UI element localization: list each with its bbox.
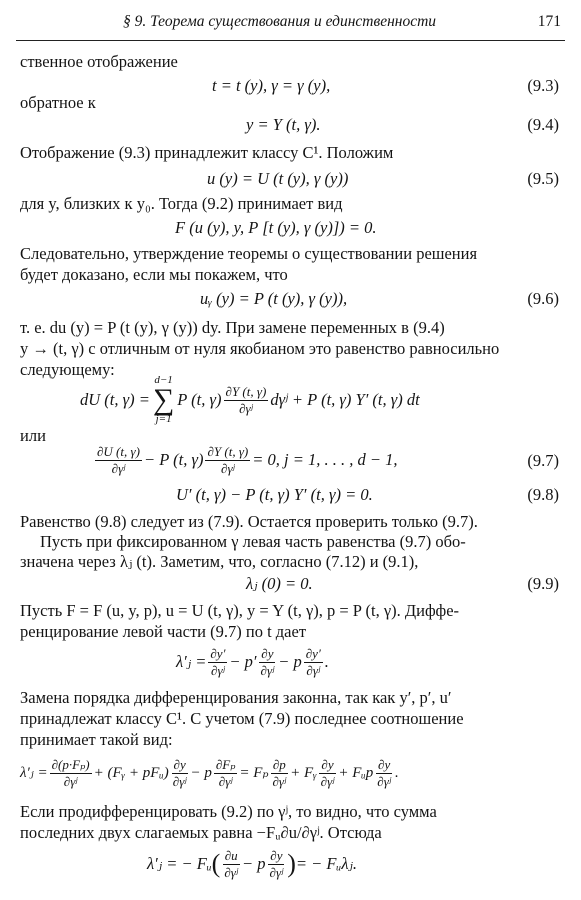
denominator: ∂γʲ bbox=[306, 662, 321, 678]
eq-part: λ′ⱼ = − Fᵤ bbox=[147, 853, 212, 873]
fraction bbox=[375, 758, 393, 788]
text-line: для y, близких к y₀. Тогда (9.2) принимает вид bbox=[20, 194, 343, 213]
running-header bbox=[0, 13, 581, 35]
denominator: ∂γʲ bbox=[377, 773, 391, 789]
eq-part: dγʲ + P (t, γ) Y′ (t, γ) dt bbox=[270, 389, 420, 409]
fraction bbox=[171, 758, 189, 788]
fraction bbox=[50, 758, 92, 788]
header-rule bbox=[16, 40, 565, 41]
denominator: ∂γʲ bbox=[224, 864, 239, 880]
fraction bbox=[224, 385, 269, 415]
text-line: Отображение (9.3) принадлежит классу C¹. Положим bbox=[20, 143, 394, 162]
eq-part: − P (t, γ) bbox=[143, 449, 204, 469]
eq-part: λ′ⱼ = bbox=[20, 764, 48, 781]
eq-part: − p bbox=[242, 853, 266, 873]
equation-dU bbox=[80, 368, 420, 432]
denominator: ∂γʲ bbox=[63, 773, 78, 789]
equation-lambda-prime-expanded bbox=[20, 752, 399, 794]
text-line: последних двух слагаемых равна −Fᵤ∂u/∂γʲ. Отсюда bbox=[20, 823, 382, 842]
eq-part: − p bbox=[278, 651, 302, 671]
eq-part: = Fₚ bbox=[239, 764, 269, 781]
eq-part: . bbox=[324, 651, 329, 671]
eq-part: = − Fᵤλⱼ. bbox=[295, 853, 357, 873]
numerator: ∂u bbox=[224, 847, 238, 863]
equation-number: (9.8) bbox=[527, 485, 559, 504]
equation-9-4: y = Y (t, γ). bbox=[246, 115, 321, 134]
numerator: ∂Y (t, γ) bbox=[225, 383, 267, 399]
numerator: ∂y bbox=[270, 847, 283, 863]
fraction bbox=[268, 849, 286, 879]
text-line: ственное отображение bbox=[20, 52, 178, 71]
equation-F: F (u (y), y, P [t (y), γ (y)]) = 0. bbox=[175, 218, 377, 237]
equation-9-9: λⱼ (0) = 0. bbox=[246, 574, 313, 593]
text-line: Пусть при фиксированном γ левая часть равенства (9.7) обо- bbox=[40, 532, 466, 551]
summation bbox=[153, 375, 174, 426]
denominator: ∂γʲ bbox=[320, 773, 335, 789]
text-line: будет доказано, если мы покажем, что bbox=[20, 265, 288, 284]
numerator: ∂U (t, γ) bbox=[97, 443, 140, 459]
denominator: ∂γʲ bbox=[221, 460, 235, 476]
fraction bbox=[259, 647, 277, 677]
left-paren: ( bbox=[211, 849, 221, 878]
equation-number: (9.5) bbox=[527, 169, 559, 188]
numerator: ∂y′ bbox=[305, 645, 321, 661]
eq-part: . bbox=[394, 764, 399, 781]
fraction bbox=[222, 849, 240, 879]
denominator: ∂γʲ bbox=[269, 864, 284, 880]
eq-part: = 0, j = 1, . . . , d − 1, bbox=[252, 449, 398, 469]
equation-number: (9.6) bbox=[527, 289, 559, 308]
text-line: следующему: bbox=[20, 360, 115, 379]
numerator: ∂y bbox=[321, 756, 334, 772]
fraction bbox=[304, 647, 323, 677]
equation-9-3: t = t (y), γ = γ (y), bbox=[212, 76, 331, 95]
numerator: ∂p bbox=[272, 756, 286, 772]
eq-part: − p bbox=[190, 764, 212, 781]
equation-lambda-final bbox=[147, 842, 357, 886]
denominator: ∂γʲ bbox=[260, 662, 275, 678]
text-line: обратное к bbox=[20, 93, 96, 112]
section-title: § 9. Теорема существования и единственности bbox=[123, 13, 437, 30]
sum-upper-limit: d−1 bbox=[154, 373, 173, 386]
equation-number: (9.3) bbox=[527, 76, 559, 95]
fraction bbox=[270, 758, 288, 788]
denominator: ∂γʲ bbox=[239, 400, 253, 416]
fraction bbox=[95, 445, 142, 475]
equation-lambda-prime bbox=[176, 642, 329, 682]
denominator: ∂γʲ bbox=[172, 773, 187, 789]
fraction bbox=[319, 758, 337, 788]
numerator: ∂Fₚ bbox=[215, 756, 236, 772]
numerator: ∂y bbox=[173, 756, 186, 772]
denominator: ∂γʲ bbox=[272, 773, 287, 789]
equation-9-6: uᵧ (y) = P (t (y), γ (y)), bbox=[200, 289, 348, 308]
equation-number: (9.9) bbox=[527, 574, 559, 593]
text-line: т. е. du (y) = P (t (y), γ (y)) dy. При замене переменных в (9.4) bbox=[20, 318, 445, 337]
denominator: ∂γʲ bbox=[111, 460, 126, 476]
page-number: 171 bbox=[537, 13, 561, 30]
text-line: принимает такой вид: bbox=[20, 730, 173, 749]
eq-part: + Fᵤp bbox=[338, 764, 374, 781]
text-line: Пусть F = F (u, y, p), u = U (t, γ), y = Y (t, γ), p = P (t, γ). Диффе- bbox=[20, 601, 460, 620]
eq-part: P (t, γ) bbox=[177, 389, 222, 409]
fraction bbox=[205, 445, 250, 475]
text-line: или bbox=[20, 426, 46, 445]
denominator: ∂γʲ bbox=[218, 773, 233, 789]
equation-9-5: u (y) = U (t (y), γ (y)) bbox=[207, 169, 349, 188]
sum-lower-limit: j=1 bbox=[155, 413, 172, 426]
equation-9-8: U′ (t, γ) − P (t, γ) Y′ (t, γ) = 0. bbox=[176, 485, 373, 504]
text-line: y → (t, γ) с отличным от нуля якобианом это равенство равносильно bbox=[20, 339, 500, 358]
equation-9-7 bbox=[93, 440, 398, 480]
equation-number: (9.4) bbox=[527, 115, 559, 134]
text-line: Замена порядка дифференцирования законна, так как y′, p′, u′ bbox=[20, 688, 452, 707]
fraction bbox=[208, 647, 227, 677]
denominator: ∂γʲ bbox=[211, 662, 225, 678]
text-line: Если продифференцировать (9.2) по γʲ, то видно, что сумма bbox=[20, 802, 437, 821]
equation-number: (9.7) bbox=[527, 451, 559, 470]
numerator: ∂y′ bbox=[210, 645, 226, 661]
text-line: Равенство (9.8) следует из (7.9). Остается проверить только (9.7). bbox=[20, 512, 478, 531]
numerator: ∂Y (t, γ) bbox=[207, 443, 249, 459]
right-paren: ) bbox=[287, 849, 296, 878]
eq-part: λ′ⱼ = bbox=[176, 651, 207, 671]
fraction bbox=[214, 758, 238, 788]
numerator: ∂(p·Fₚ) bbox=[51, 756, 90, 772]
sigma-symbol: ∑ bbox=[152, 382, 175, 416]
text-line: Следовательно, утверждение теоремы о существовании решения bbox=[20, 244, 478, 263]
numerator: ∂y bbox=[378, 756, 391, 772]
text-line: значена через λⱼ (t). Заметим, что, согласно (7.12) и (9.1), bbox=[20, 552, 419, 571]
eq-part: dU (t, γ) = bbox=[80, 389, 150, 409]
text-line: принадлежат классу C¹. С учетом (7.9) последнее соотношение bbox=[20, 709, 464, 728]
eq-part: + Fᵧ bbox=[290, 764, 317, 781]
eq-part: − p′ bbox=[229, 651, 257, 671]
numerator: ∂y bbox=[261, 645, 274, 661]
eq-part: + (Fᵧ + pFᵤ) bbox=[93, 764, 169, 781]
text-line: ренцирование левой части (9.7) по t дает bbox=[20, 622, 307, 641]
